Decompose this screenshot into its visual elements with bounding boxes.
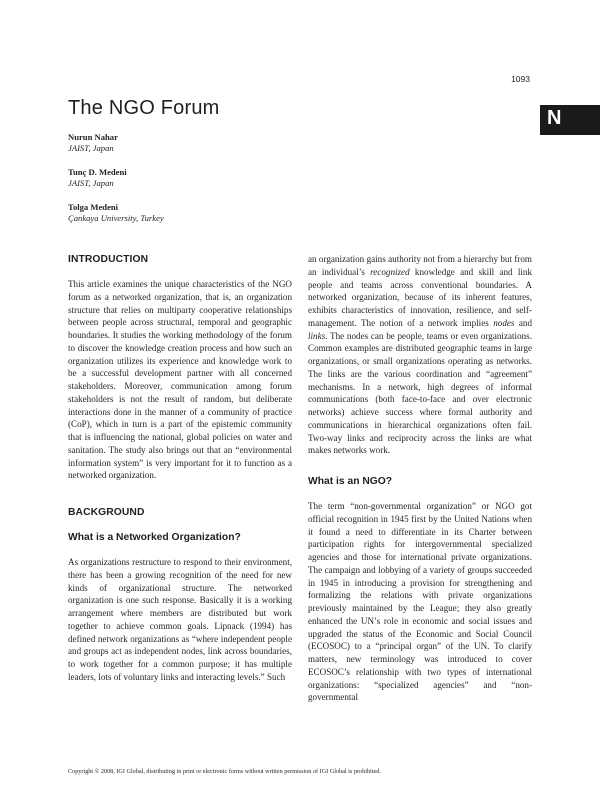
author-affiliation: JAIST, Japan [68,178,114,188]
author-name: Tunç D. Medeni [68,167,127,177]
background-heading: BACKGROUND [68,507,145,518]
article-title: The NGO Forum [68,97,220,119]
author-affiliation: Çankaya University, Turkey [68,213,164,223]
author-name: Nurun Nahar [68,132,118,142]
right-column [308,253,532,704]
copyright-notice: Copyright © 2008, IGI Global, distributing in print or electronic forms without written permission of IGI Global is prohibited. [68,768,381,775]
section-letter-tab [540,105,600,135]
author-block [68,167,318,189]
author-list [68,132,318,237]
continuation-paragraph: an organization gains authority not from a hierarchy but from an individual’s recognized knowledge and skill and link people and teams across conventional boundaries. A networked organization, because of its inherent features, exhibits characteristics of innovation, resilience, and self-management. The notion of a network implies nodes and links. The nodes can be people, teams or even organizations. Common examples are distributed geographic teams in large organizations, or small organizations operating as networks. The links are the various coordination and “agreement” mechanisms. In a network, high degrees of informal communications (both face-to-face and over electronic networks) achieve success where formal authority and communications in hierarchical organizations often fail. Two-way links and reciprocity across the links are what makes networks work. [308,254,533,456]
author-affiliation: JAIST, Japan [68,143,114,153]
left-column [68,253,292,684]
networked-organization-paragraph: As organizations restructure to respond to their environment, there has been a growing recognition of the need for new kinds of organizational structure. The networked organization is one such response. Basically it is a working arrangement where members are distributed but work together to achieve common goals. Lipnack (1994) has defined network organizations as “where independent people and groups act as independent nodes, link across boundaries, to work together for a common purpose; it has multiple leaders, lots of voluntary links and interacting levels.” Such [68,557,292,682]
networked-organization-subheading: What is a Networked Organization? [68,532,241,543]
author-block [68,202,318,224]
page-number: 1093 [511,74,530,84]
what-is-ngo-subheading: What is an NGO? [308,476,393,487]
author-name: Tolga Medeni [68,202,119,212]
what-is-ngo-paragraph: The term “non-governmental organization” or NGO got official recognition in 1945 first by the United Nations when it found a need to differentiate in its Charter between participation rights for intergovernmental specialized agencies and those for international private organizations. The campaign and lobbying of a variety of groups succeeded in 1945 in introducing a provision for strengthening and formalizing the relations with private organizations previously maintained by the League; they also greatly enhanced the UN’s role in economic and social issues and upgraded the status of the Economic and Social Council (ECOSOC) to a “principal organ” of the UN. To clarify matters, new terminology was introduced to cover ECOSOC’s relationship with two types of international organizations: “specialized agencies” and “non-governmental [308,501,532,703]
introduction-heading: INTRODUCTION [68,254,149,265]
introduction-paragraph: This article examines the unique characteristics of the NGO forum as a networked organization, that is, an organization structure that relies on multiparty cooperative relationships between people across structural, temporal and geographic boundaries. It studies the working methodology of the forum to discover the knowledge creation process and how such an organization utilizes its experience and knowledge work to be a successful development partner with all concerned stakeholders. Moreover, communication among forum stakeholders is not the result of random, but deliberate interactions done in the manner of a community of practice (CoP), which in turn is a part of the epistemic community that is influencing the national, global policies on water and sanitation. The study also brings out that an “environmental information system” is very important for it to function as a networked organization. [68,279,292,481]
author-block [68,132,318,154]
section-letter: N [547,107,562,129]
